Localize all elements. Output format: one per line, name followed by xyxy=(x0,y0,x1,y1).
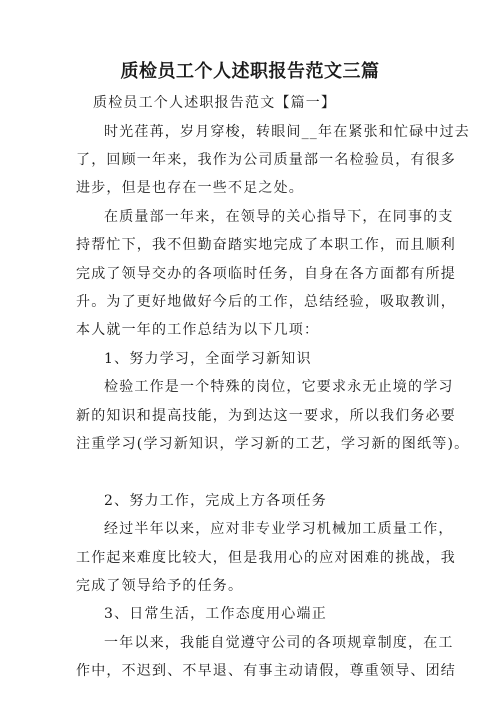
paragraph-line: 工作起来难度比较大，但是我用心的应对困难的挑战，我 xyxy=(76,550,456,566)
paragraph-line: 注重学习(学习新知识，学习新的工艺，学习新的图纸等)。 xyxy=(76,436,470,452)
paragraph-line: 检验工作是一个特殊的岗位，它要求永无止境的学习 xyxy=(104,379,454,395)
document-title: 质检员工个人述职报告范文三篇 xyxy=(120,61,380,82)
paragraph-line: 完成了领导给予的任务。 xyxy=(76,578,244,594)
paragraph-line: 升。为了更好地做好今后的工作，总结经验，吸取教训， xyxy=(76,294,456,310)
paragraph-line: 作中，不迟到、不早退、有事主动请假，尊重领导、团结 xyxy=(76,663,456,679)
paragraph-line: 时光荏苒，岁月穿梭，转眼间__年在紧张和忙碌中过去 xyxy=(104,124,470,140)
paragraph-line: 进步，但是也存在一些不足之处。 xyxy=(76,180,304,196)
paragraph-line: 新的知识和提高技能，为到达这一要求，所以我们务必要 xyxy=(76,408,456,424)
paragraph-line: 了，回顾一年来，我作为公司质量部一名检验员，有很多 xyxy=(76,152,456,168)
paragraph-line: 持帮忙下，我不但勤奋踏实地完成了本职工作，而且顺利 xyxy=(76,237,456,253)
section-heading: 2、努力工作，完成上方各项任务 xyxy=(104,493,327,509)
section-heading: 3、日常生活，工作态度用心端正 xyxy=(104,606,327,622)
paragraph-line: 在质量部一年来，在领导的关心指导下，在同事的支 xyxy=(104,209,454,225)
paragraph-line: 经过半年以来，应对非专业学习机械加工质量工作， xyxy=(104,521,454,537)
section-heading: 1、努力学习，全面学习新知识 xyxy=(104,351,312,367)
article-subtitle: 质检员工个人述职报告范文【篇一】 xyxy=(93,95,337,111)
paragraph-line: 一年以来，我能自觉遵守公司的各项规章制度，在工 xyxy=(104,635,454,651)
paragraph-line: 本人就一年的工作总结为以下几项： xyxy=(76,322,320,338)
paragraph-line: 完成了领导交办的各项临时任务，自身在各方面都有所提 xyxy=(76,266,456,282)
